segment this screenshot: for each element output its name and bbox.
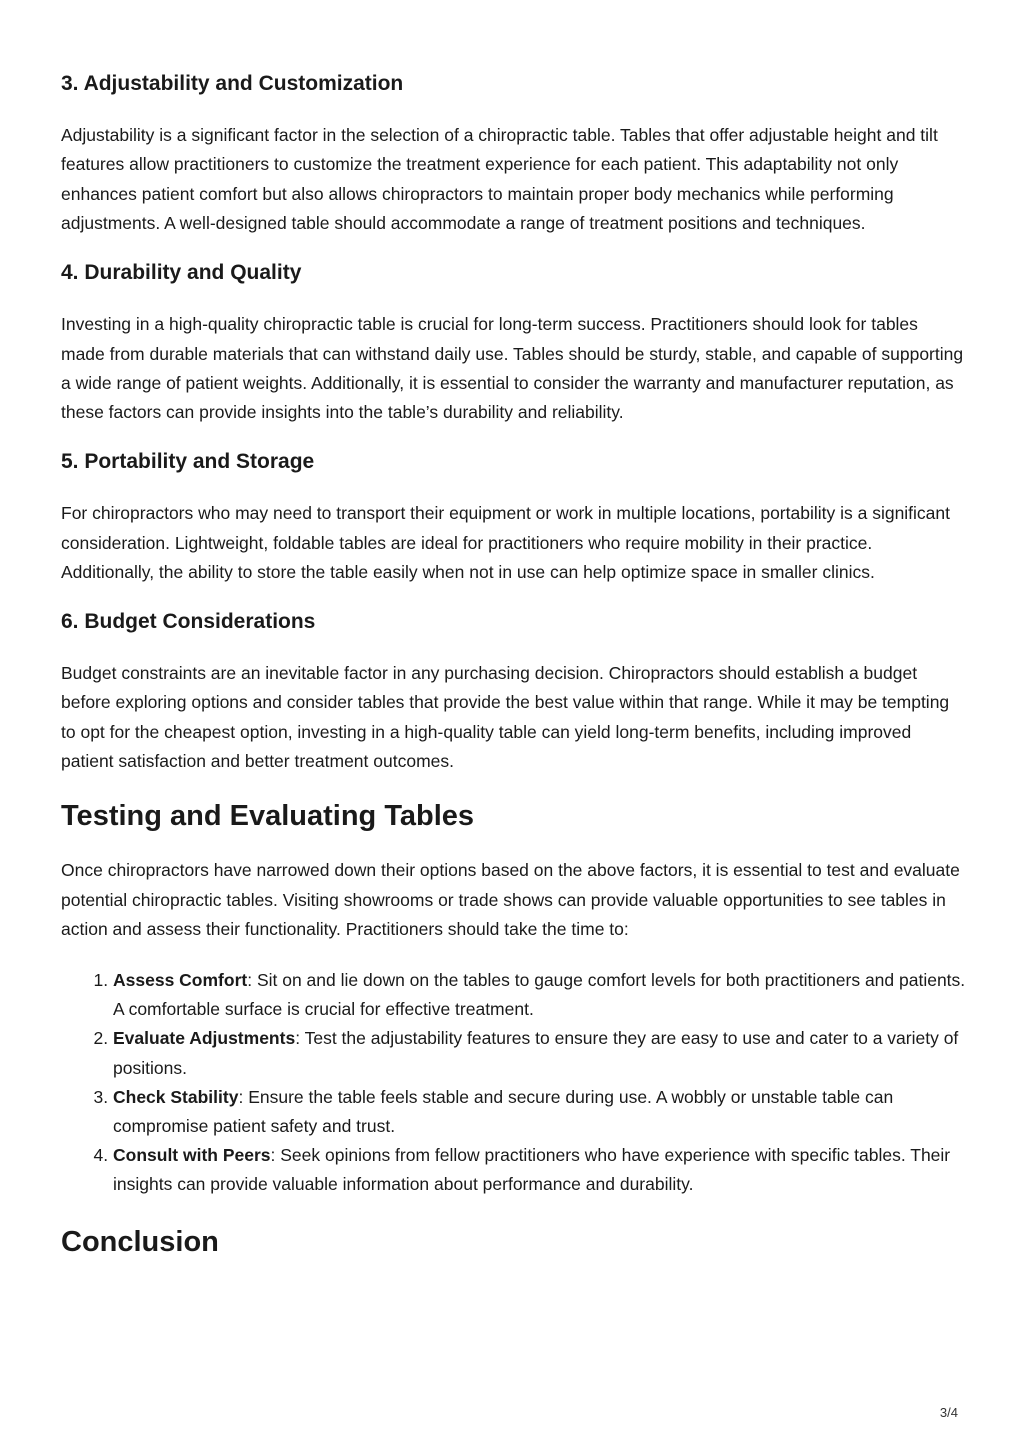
section-paragraph: Investing in a high-quality chiropractic table is crucial for long-term success. Practitioners should look for tables made from durable materials that can withstand daily use. Tables should be sturdy, stable, and capable of supporting a wide range of patient weights. Additionally, it is essential to consider the warranty and manufacturer reputation, as these factors can provide insights into the table’s durability and reliability. [61,314,964,422]
section-paragraph: For chiropractors who may need to transport their equipment or work in multiple locations, portability is a significant consideration. Lightweight, foldable tables are ideal for practitioners who require mobility in their practice. Additionally, the ability to store the table easily when not in use can help optimize space in smaller clinics. [61,503,951,582]
section-heading: 3. Adjustability and Customization [61,72,404,95]
section-conclusion [61,1224,966,1260]
section-paragraph: Budget constraints are an inevitable factor in any purchasing decision. Chiropractors should establish a budget before exploring options and consider tables that provide the best value within that range. While it may be tempting to opt for the cheapest option, investing in a high-quality table can yield long-term benefits, including improved patient satisfaction and better treatment outcomes. [61,663,950,771]
list-item-text: : Test the adjustability features to ensure they are easy to use and cater to a variety of positions. [113,1028,959,1078]
section-heading: 4. Durability and Quality [61,261,302,285]
list-item-text: : Sit on and lie down on the tables to gauge comfort levels for both practitioners and patients. A comfortable surface is crucial for effective treatment. [113,969,966,1020]
list-item-term: Check Stability [113,1086,239,1107]
list-item-text: : Seek opinions from fellow practitioners who have experience with specific tables. Their insights can provide valuable information about performance and durability. [113,1145,951,1195]
section-heading: 6. Budget Considerations [61,609,316,633]
section-budget [61,609,966,776]
list-item-term: Consult with Peers [113,1145,271,1166]
testing-intro: Once chiropractors have narrowed down their options based on the above factors, it is essential to test and evaluate potential chiropractic tables. Visiting showrooms or trade shows can provide valuable opportunities to see tables in action and assess their functionality. Practitioners should take the time to: [61,860,960,939]
list-item [113,1083,966,1141]
testing-list [61,966,966,1200]
section-heading: 5. Portability and Storage [61,450,315,474]
list-item [113,1024,966,1082]
section-testing [61,798,966,1199]
section-paragraph: Adjustability is a significant factor in the selection of a chiropractic table. Tables that offer adjustable height and tilt features allow practitioners to customize the treatment experience for each patient. This adaptability not only enhances patient comfort but also allows chiropractors to maintain proper body mechanics while performing adjustments. A well-designed table should accommodate a range of treatment positions and techniques. [61,125,938,233]
section-adjustability [61,71,966,238]
testing-heading: Testing and Evaluating Tables [61,800,475,833]
list-item-text: : Ensure the table feels stable and secure during use. A wobbly or unstable table can compromise patient safety and trust. [113,1086,894,1136]
list-item [113,966,966,1024]
document-page [61,64,966,1282]
list-item-term: Assess Comfort [113,969,248,990]
list-item-term: Evaluate Adjustments [113,1028,296,1049]
conclusion-heading: Conclusion [61,1225,219,1258]
page-number: 3/4 [939,1405,958,1420]
section-portability [61,449,966,587]
section-durability [61,260,966,427]
list-item [113,1141,966,1199]
